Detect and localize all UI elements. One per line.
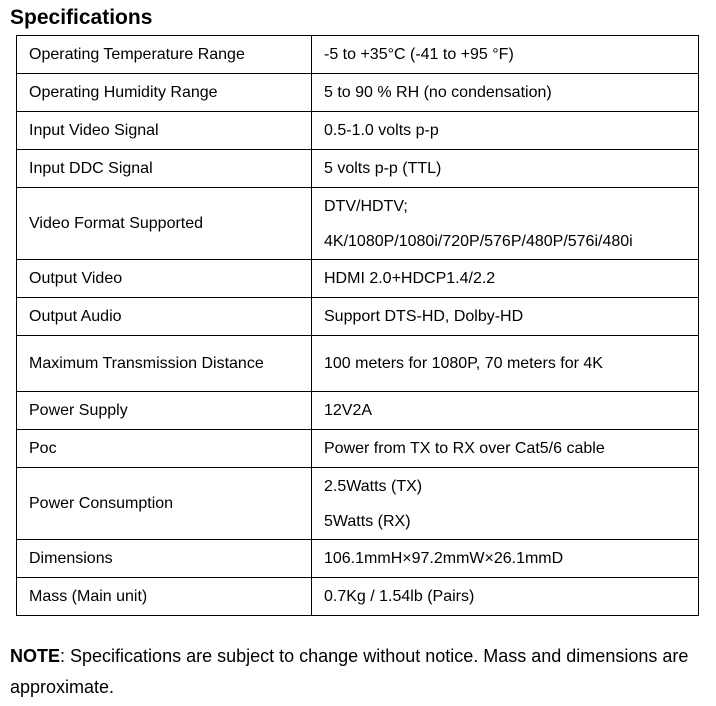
table-row: [17, 36, 699, 74]
spec-label: Power Supply: [17, 392, 312, 430]
spec-label: Dimensions: [17, 540, 312, 578]
spec-value: 100 meters for 1080P, 70 meters for 4K: [312, 336, 699, 392]
spec-value-line: 5Watts (RX): [324, 512, 411, 530]
spec-value: 0.5-1.0 volts p-p: [312, 112, 699, 150]
spec-value-line: 2.5Watts (TX): [324, 477, 423, 495]
table-row: [17, 150, 699, 188]
table-row: [17, 468, 699, 540]
spec-label: Mass (Main unit): [17, 578, 312, 616]
note-text: : Specifications are subject to change without notice. Mass and dimensions are approximate.: [10, 646, 689, 697]
spec-label: Video Format Supported: [17, 188, 312, 260]
spec-value: HDMI 2.0+HDCP1.4/2.2: [312, 260, 699, 298]
spec-value-line: 4K/1080P/1080i/720P/576P/480P/576i/480i: [324, 232, 633, 250]
spec-value: Support DTS-HD, Dolby-HD: [312, 298, 699, 336]
spec-value: [312, 468, 699, 540]
table-row: [17, 260, 699, 298]
table-row: [17, 540, 699, 578]
spec-label: Maximum Transmission Distance: [17, 336, 312, 392]
spec-value: 0.7Kg / 1.54lb (Pairs): [312, 578, 699, 616]
spec-label: Power Consumption: [17, 468, 312, 540]
spec-label: Input Video Signal: [17, 112, 312, 150]
table-row: [17, 298, 699, 336]
table-row: [17, 336, 699, 392]
spec-value-line: DTV/HDTV;: [324, 197, 408, 215]
spec-value: 5 to 90 % RH (no condensation): [312, 74, 699, 112]
spec-value: 5 volts p-p (TTL): [312, 150, 699, 188]
specifications-table: [16, 35, 699, 616]
note-label: NOTE: [10, 646, 61, 666]
spec-label: Output Audio: [17, 298, 312, 336]
table-row: [17, 430, 699, 468]
spec-value: [312, 188, 699, 260]
table-row: [17, 188, 699, 260]
spec-label: Operating Humidity Range: [17, 74, 312, 112]
spec-label: Output Video: [17, 260, 312, 298]
spec-label: Poc: [17, 430, 312, 468]
table-row: [17, 578, 699, 616]
spec-value: -5 to +35°C (-41 to +95 °F): [312, 36, 699, 74]
table-row: [17, 74, 699, 112]
table-row: [17, 112, 699, 150]
spec-label: Operating Temperature Range: [17, 36, 312, 74]
spec-value: Power from TX to RX over Cat5/6 cable: [312, 430, 699, 468]
page-title: Specifications: [10, 6, 153, 29]
spec-label: Input DDC Signal: [17, 150, 312, 188]
spec-value: 12V2A: [312, 392, 699, 430]
note-paragraph: [10, 641, 690, 703]
table-row: [17, 392, 699, 430]
spec-value: 106.1mmH×97.2mmW×26.1mmD: [312, 540, 699, 578]
